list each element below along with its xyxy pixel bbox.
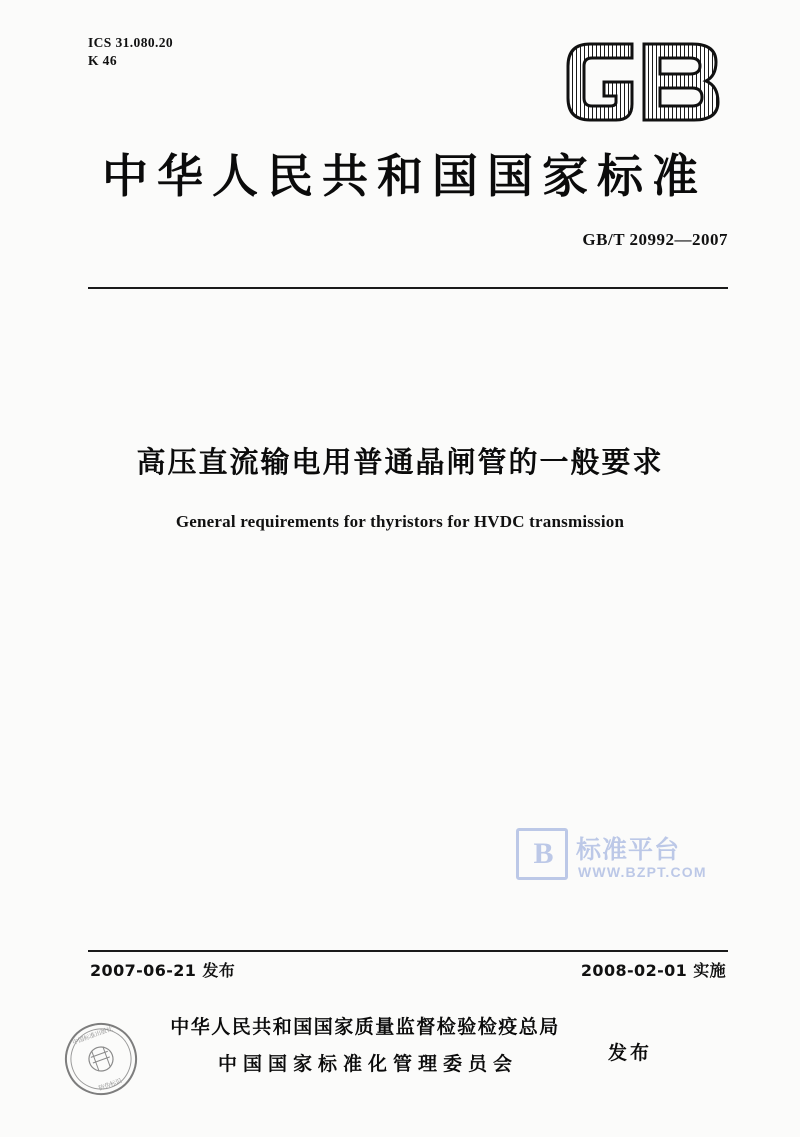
watermark xyxy=(516,828,752,900)
effective-date: 2008-02-01 实施 xyxy=(580,961,726,980)
document-title-chinese: 高压直流输电用普通晶闸管的一般要求 xyxy=(136,445,664,479)
ics-code: ICS 31.080.20 xyxy=(88,35,174,50)
footer-divider xyxy=(88,950,728,952)
header-divider xyxy=(88,287,728,289)
issuer-block xyxy=(150,1012,580,1076)
issuer-secondary: 中国国家标准化管理委员会 xyxy=(217,1053,518,1075)
issuer-primary: 中华人民共和国国家质量监督检验检疫总局 xyxy=(170,1016,560,1038)
national-standard-title: 中华人民共和国国家标准 xyxy=(102,149,707,203)
classification-code: K 46 xyxy=(88,53,117,69)
svg-text:中国标准出版社: 中国标准出版社 xyxy=(71,1025,114,1047)
watermark-brand: 标准平台 xyxy=(576,835,681,864)
issue-date: 2007-06-21 发布 xyxy=(90,961,236,980)
watermark-logo-icon: B xyxy=(516,828,568,880)
publisher-seal-icon xyxy=(62,1020,140,1098)
standard-number: GB/T 20992—2007 xyxy=(582,230,728,249)
issue-label: 发布 xyxy=(608,1042,653,1064)
document-title-english: General requirements for thyristors for HVDC transmission xyxy=(175,512,625,531)
ics-block xyxy=(88,34,173,70)
gb-emblem-icon xyxy=(560,36,728,128)
watermark-url: WWW.BZPT.COM xyxy=(578,864,707,880)
svg-text:防伪标识: 防伪标识 xyxy=(97,1077,123,1093)
